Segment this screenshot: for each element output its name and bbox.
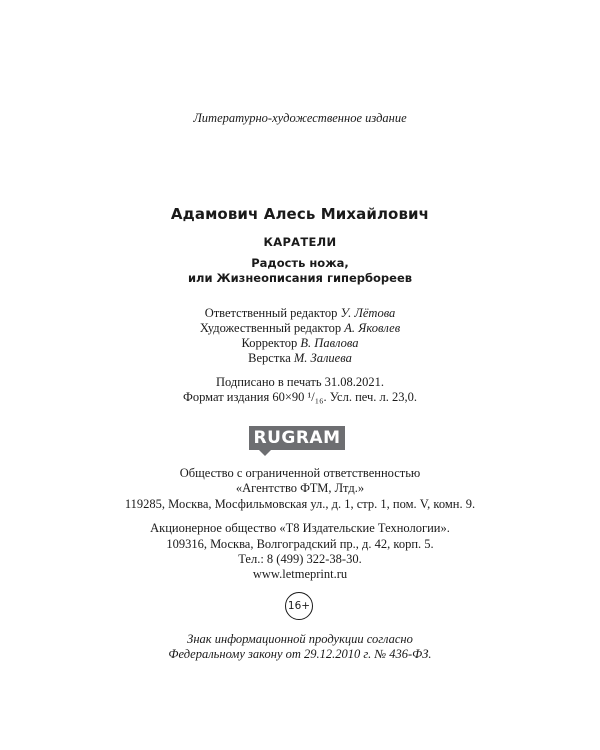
book-title: КАРАТЕЛИ: [263, 235, 337, 249]
publisher-logo-text: RUGRAM: [249, 426, 345, 450]
credit-name: М. Залиева: [293, 351, 352, 365]
author-name: Адамович Алесь Михайлович: [170, 205, 430, 223]
credit-responsible-editor: [0, 306, 600, 321]
book-subtitle-line-2: или Жизнеописания гипербореев: [187, 271, 413, 285]
law-notice-line-2: Федеральному закону от 29.12.2010 г. № 436-ФЗ.: [168, 647, 432, 661]
age-rating-badge: 16+: [285, 592, 313, 620]
printer-phone: Тел.: 8 (499) 322-38-30.: [238, 552, 362, 566]
organization-line-2: «Агентство ФТМ, Лтд.»: [235, 481, 365, 495]
edition-type: Литературно-художественное издание: [193, 111, 407, 125]
credit-role: Корректор: [241, 336, 298, 350]
credit-art-editor: [0, 321, 600, 336]
credit-role: Художественный редактор: [199, 321, 342, 335]
credit-role: Верстка: [248, 351, 291, 365]
credit-proofreader: [0, 336, 600, 351]
credit-role: Ответственный редактор: [204, 306, 338, 320]
printer-name: Акционерное общество «Т8 Издательские Технологии».: [150, 521, 450, 535]
credit-layout: [0, 351, 600, 366]
printer-address: 109316, Москва, Волгоградский пр., д. 42, корп. 5.: [166, 537, 434, 551]
organization-line-1: Общество с ограниченной ответственностью: [179, 466, 421, 480]
credit-name: В. Павлова: [300, 336, 359, 350]
credit-name: У. Лётова: [340, 306, 396, 320]
book-subtitle-line-1: Радость ножа,: [251, 256, 349, 270]
organization-address: 119285, Москва, Мосфильмовская ул., д. 1, стр. 1, пом. V, комн. 9.: [124, 497, 476, 511]
publisher-logo: [249, 426, 345, 456]
print-format: Формат издания 60×90 ¹/₁₆. Усл. печ. л. 23,0.: [182, 390, 418, 404]
publisher-logo-tail: [259, 450, 271, 456]
law-notice-line-1: Знак информационной продукции согласно: [187, 632, 413, 646]
credit-name: А. Яковлев: [344, 321, 401, 335]
printer-website: www.letmeprint.ru: [252, 567, 348, 581]
print-date: Подписано в печать 31.08.2021.: [215, 375, 385, 389]
